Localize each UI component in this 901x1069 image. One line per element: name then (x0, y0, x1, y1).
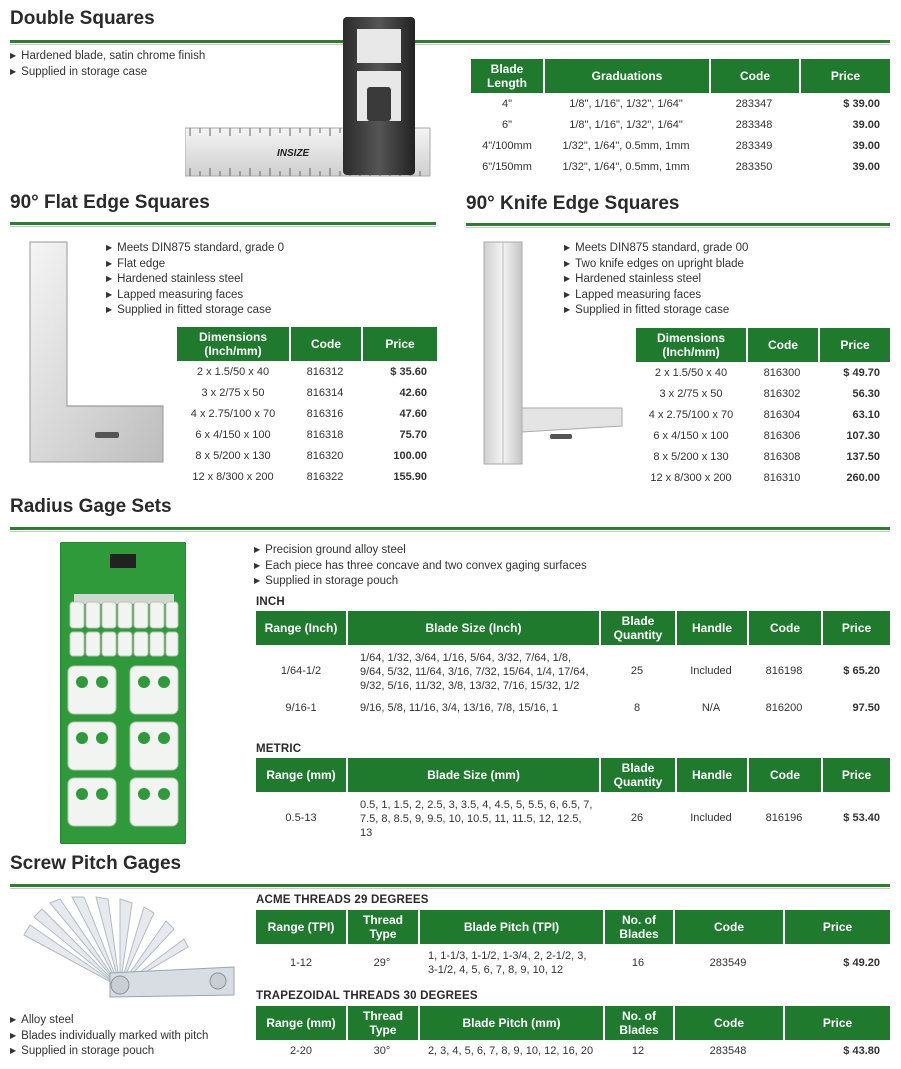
cell: 816320 (306, 449, 344, 462)
radius-bullets (254, 543, 874, 590)
trapezoidal-label: TRAPEZOIDAL THREADS 30 DEGREES (256, 990, 478, 1002)
col-header: No. of Blades (603, 910, 673, 944)
col-header: Code (673, 1006, 783, 1040)
col-header: Price (821, 758, 890, 792)
table-row (177, 424, 437, 445)
bullet: ▶ Meets DIN875 standard, grade 00 (564, 241, 894, 257)
bullet: ▶ Two knife edges on upright blade (564, 257, 894, 273)
cell: 0.5, 1, 1.5, 2, 2.5, 3, 3.5, 4, 4.5, 5, 5.5, 6, 6.5, 7, 7.5, 8, 8.5, 9, 9.5, 10, 10.5, 11, 11.5, 12, 12.5, 13 (360, 799, 593, 839)
acme-table (256, 910, 890, 981)
cell: 283350 (735, 160, 773, 173)
table-row (177, 466, 437, 487)
col-header: Blade Pitch (mm) (418, 1006, 603, 1040)
price-cell: $ 65.20 (843, 665, 880, 677)
price-cell: 39.00 (852, 139, 880, 152)
bullet: ▶ Supplied in fitted storage case (106, 303, 436, 319)
bullet: ▶ Flat edge (106, 257, 436, 273)
cell: 12 x 8/300 x 200 (192, 470, 274, 483)
table-row (256, 792, 890, 844)
bullet: ▶ Hardened stainless steel (106, 272, 436, 288)
cell: 1/64, 1/32, 3/64, 1/16, 5/64, 3/32, 7/64, 1/8, 9/64, 5/32, 11/64, 3/16, 7/32, 15/64, 1/4, 17/64, 9/32, 5/16, 11/32, 3/8, 13/32, 7/16, 15/32, 1/2 (360, 652, 589, 692)
cell: 816200 (765, 701, 803, 714)
col-header: Code (747, 611, 821, 645)
col-header: Handle (675, 758, 747, 792)
knife-edge-bullets (564, 241, 894, 319)
cell: 816196 (765, 812, 803, 824)
table-row (256, 697, 890, 718)
cell: 8 (633, 701, 641, 714)
col-header: Handle (675, 611, 747, 645)
cell: 816310 (763, 471, 801, 484)
cell: 283349 (735, 139, 773, 152)
inch-label: INCH (256, 596, 285, 608)
col-header: Thread Type (346, 1006, 418, 1040)
cell: 25 (630, 665, 644, 677)
double-squares-title: Double Squares (10, 8, 155, 29)
cell: 816198 (765, 665, 803, 677)
price-cell: 260.00 (846, 471, 880, 484)
bullet: ▶ Hardened stainless steel (564, 272, 894, 288)
cell: 816312 (306, 365, 344, 378)
col-header: Price (799, 59, 890, 93)
cell: 1/32", 1/64", 0.5mm, 1mm (562, 139, 690, 152)
cell: 0.5-13 (285, 812, 317, 824)
cell: 30° (373, 1044, 391, 1057)
price-cell: $ 49.70 (843, 366, 880, 379)
col-header: Dimensions (Inch/mm) (177, 327, 289, 361)
acme-label: ACME THREADS 29 DEGREES (256, 894, 429, 906)
bullet: ▶ Meets DIN875 standard, grade 0 (106, 241, 436, 257)
cell: 283548 (709, 1044, 747, 1057)
bullet: ▶ Supplied in storage case (10, 65, 340, 81)
col-header: Range (Inch) (256, 611, 346, 645)
col-header: Code (709, 59, 799, 93)
table-row (471, 156, 890, 177)
knife-edge-table (636, 328, 890, 488)
cell: 283348 (735, 118, 773, 131)
col-header: Range (mm) (256, 758, 346, 792)
table-row (256, 1040, 890, 1061)
cell: 4 x 2.75/100 x 70 (190, 407, 276, 420)
cell: 1/8", 1/16", 1/32", 1/64" (569, 97, 683, 110)
cell: 2, 3, 4, 5, 6, 7, 8, 9, 10, 12, 16, 20 (427, 1044, 594, 1057)
radius-inch-table (256, 611, 890, 718)
cell: 283549 (709, 956, 747, 969)
col-header: Code (289, 327, 361, 361)
price-cell: 63.10 (852, 408, 880, 421)
screw-pitch-title: Screw Pitch Gages (10, 853, 182, 874)
brand-logo: INSIZE (277, 148, 310, 159)
cell: 1/64-1/2 (280, 665, 322, 677)
col-header: Blade Length (471, 59, 543, 93)
flat-edge-table (177, 327, 437, 487)
cell: N/A (701, 701, 721, 714)
flat-edge-title: 90° Flat Edge Squares (10, 192, 210, 213)
trapezoidal-table (256, 1006, 890, 1061)
cell: 1, 1-1/3, 1-1/2, 1-3/4, 2, 2-1/2, 3, 3-1/2, 4, 5, 6, 7, 8, 9, 10, 12 (428, 950, 587, 976)
table-row (177, 403, 437, 424)
cell: 816318 (306, 428, 344, 441)
cell: 4 x 2.75/100 x 70 (648, 408, 734, 421)
cell: 26 (630, 812, 644, 824)
bullet: ▶ Lapped measuring faces (564, 288, 894, 304)
section-rule (466, 223, 890, 226)
bullet: ▶ Supplied in fitted storage case (564, 303, 894, 319)
radius-gage-pouch-image (60, 542, 186, 844)
cell: 816314 (306, 386, 344, 399)
price-cell: $ 35.60 (390, 365, 427, 378)
bullet: ▶ Precision ground alloy steel (254, 543, 874, 559)
table-row (636, 362, 890, 383)
table-row (177, 445, 437, 466)
section-rule (10, 222, 436, 225)
col-header: Blade Quantity (599, 611, 675, 645)
bullet: ▶ Each piece has three concave and two convex gaging surfaces (254, 559, 874, 575)
table-row (471, 114, 890, 135)
col-header: Code (746, 328, 818, 362)
cell: 8 x 5/200 x 130 (195, 449, 271, 462)
col-header: Price (818, 328, 890, 362)
price-cell: 137.50 (846, 450, 880, 463)
bullet: ▶ Hardened blade, satin chrome finish (10, 49, 340, 65)
col-header: Thread Type (346, 910, 418, 944)
cell: 4" (501, 97, 513, 110)
col-header: Graduations (543, 59, 709, 93)
table-row (471, 135, 890, 156)
flat-edge-bullets (106, 241, 436, 319)
radius-metric-table (256, 758, 890, 844)
col-header: Price (783, 910, 890, 944)
bullet: ▶ Supplied in storage pouch (254, 574, 874, 590)
price-cell: $ 53.40 (843, 812, 880, 824)
cell: 6"/150mm (482, 160, 532, 173)
col-header: No. of Blades (603, 1006, 673, 1040)
price-cell: $ 49.20 (843, 956, 880, 969)
col-header: Code (673, 910, 783, 944)
bullet: ▶ Alloy steel (10, 1013, 250, 1029)
table-row (177, 361, 437, 382)
section-rule (10, 527, 890, 530)
section-rule (10, 40, 890, 43)
cell: 3 x 2/75 x 50 (659, 387, 723, 400)
screw-pitch-gage-image (20, 895, 240, 1007)
cell: 2 x 1.5/50 x 40 (196, 365, 270, 378)
col-header: Price (783, 1006, 890, 1040)
price-cell: 107.30 (846, 429, 880, 442)
col-header: Blade Quantity (599, 758, 675, 792)
col-header: Blade Size (Inch) (346, 611, 599, 645)
knife-edge-title: 90° Knife Edge Squares (466, 193, 680, 214)
cell: 1/32", 1/64", 0.5mm, 1mm (562, 160, 690, 173)
cell: 2 x 1.5/50 x 40 (654, 366, 728, 379)
double-square-image (185, 15, 433, 180)
cell: 12 x 8/300 x 200 (650, 471, 732, 484)
price-cell: 47.60 (399, 407, 427, 420)
double-squares-table (471, 59, 890, 177)
col-header: Blade Size (mm) (346, 758, 599, 792)
table-row (636, 404, 890, 425)
radius-gage-title: Radius Gage Sets (10, 496, 172, 517)
cell: 9/16-1 (285, 701, 317, 714)
cell: 816316 (306, 407, 344, 420)
cell: 12 (631, 1044, 645, 1057)
price-cell: 39.00 (852, 118, 880, 131)
cell: 6" (501, 118, 513, 131)
cell: 283347 (735, 97, 773, 110)
section-rule (10, 884, 890, 887)
col-header: Blade Pitch (TPI) (418, 910, 603, 944)
price-cell: 56.30 (852, 387, 880, 400)
price-cell: $ 43.80 (843, 1044, 880, 1057)
cell: 3 x 2/75 x 50 (201, 386, 265, 399)
table-row (636, 425, 890, 446)
cell: 816302 (763, 387, 801, 400)
col-header: Range (TPI) (256, 910, 346, 944)
cell: 4"/100mm (482, 139, 532, 152)
cell: 8 x 5/200 x 130 (653, 450, 729, 463)
cell: 16 (631, 956, 645, 969)
col-header: Price (361, 327, 437, 361)
cell: 1-12 (289, 956, 313, 969)
col-header: Code (747, 758, 821, 792)
price-cell: 75.70 (399, 428, 427, 441)
cell: Included (690, 812, 732, 824)
table-row (636, 467, 890, 488)
cell: 816300 (763, 366, 801, 379)
cell: Included (690, 665, 732, 677)
price-cell: 39.00 (852, 160, 880, 173)
bullet: ▶ Supplied in storage pouch (10, 1044, 250, 1060)
cell: 6 x 4/150 x 100 (195, 428, 271, 441)
table-row (256, 944, 890, 981)
price-cell: 100.00 (393, 449, 427, 462)
col-header: Dimensions (Inch/mm) (636, 328, 746, 362)
cell: 29° (373, 956, 391, 969)
metric-label: METRIC (256, 743, 302, 755)
cell: 2-20 (289, 1044, 313, 1057)
table-row (177, 382, 437, 403)
col-header: Range (mm) (256, 1006, 346, 1040)
cell: 816322 (306, 470, 344, 483)
col-header: Price (821, 611, 890, 645)
cell: 9/16, 5/8, 11/16, 3/4, 13/16, 7/8, 15/16, 1 (360, 701, 558, 714)
table-row (636, 446, 890, 467)
cell: 6 x 4/150 x 100 (653, 429, 729, 442)
bullet: ▶ Lapped measuring faces (106, 288, 436, 304)
table-row (636, 383, 890, 404)
price-cell: $ 39.00 (843, 97, 880, 110)
cell: 816304 (763, 408, 801, 421)
price-cell: 97.50 (852, 701, 880, 714)
table-row (256, 645, 890, 697)
screw-bullets (10, 1013, 250, 1060)
price-cell: 155.90 (393, 470, 427, 483)
cell: 816308 (763, 450, 801, 463)
table-row (471, 93, 890, 114)
bullet: ▶ Blades individually marked with pitch (10, 1029, 250, 1045)
cell: 1/8", 1/16", 1/32", 1/64" (569, 118, 683, 131)
cell: 816306 (763, 429, 801, 442)
price-cell: 42.60 (399, 386, 427, 399)
